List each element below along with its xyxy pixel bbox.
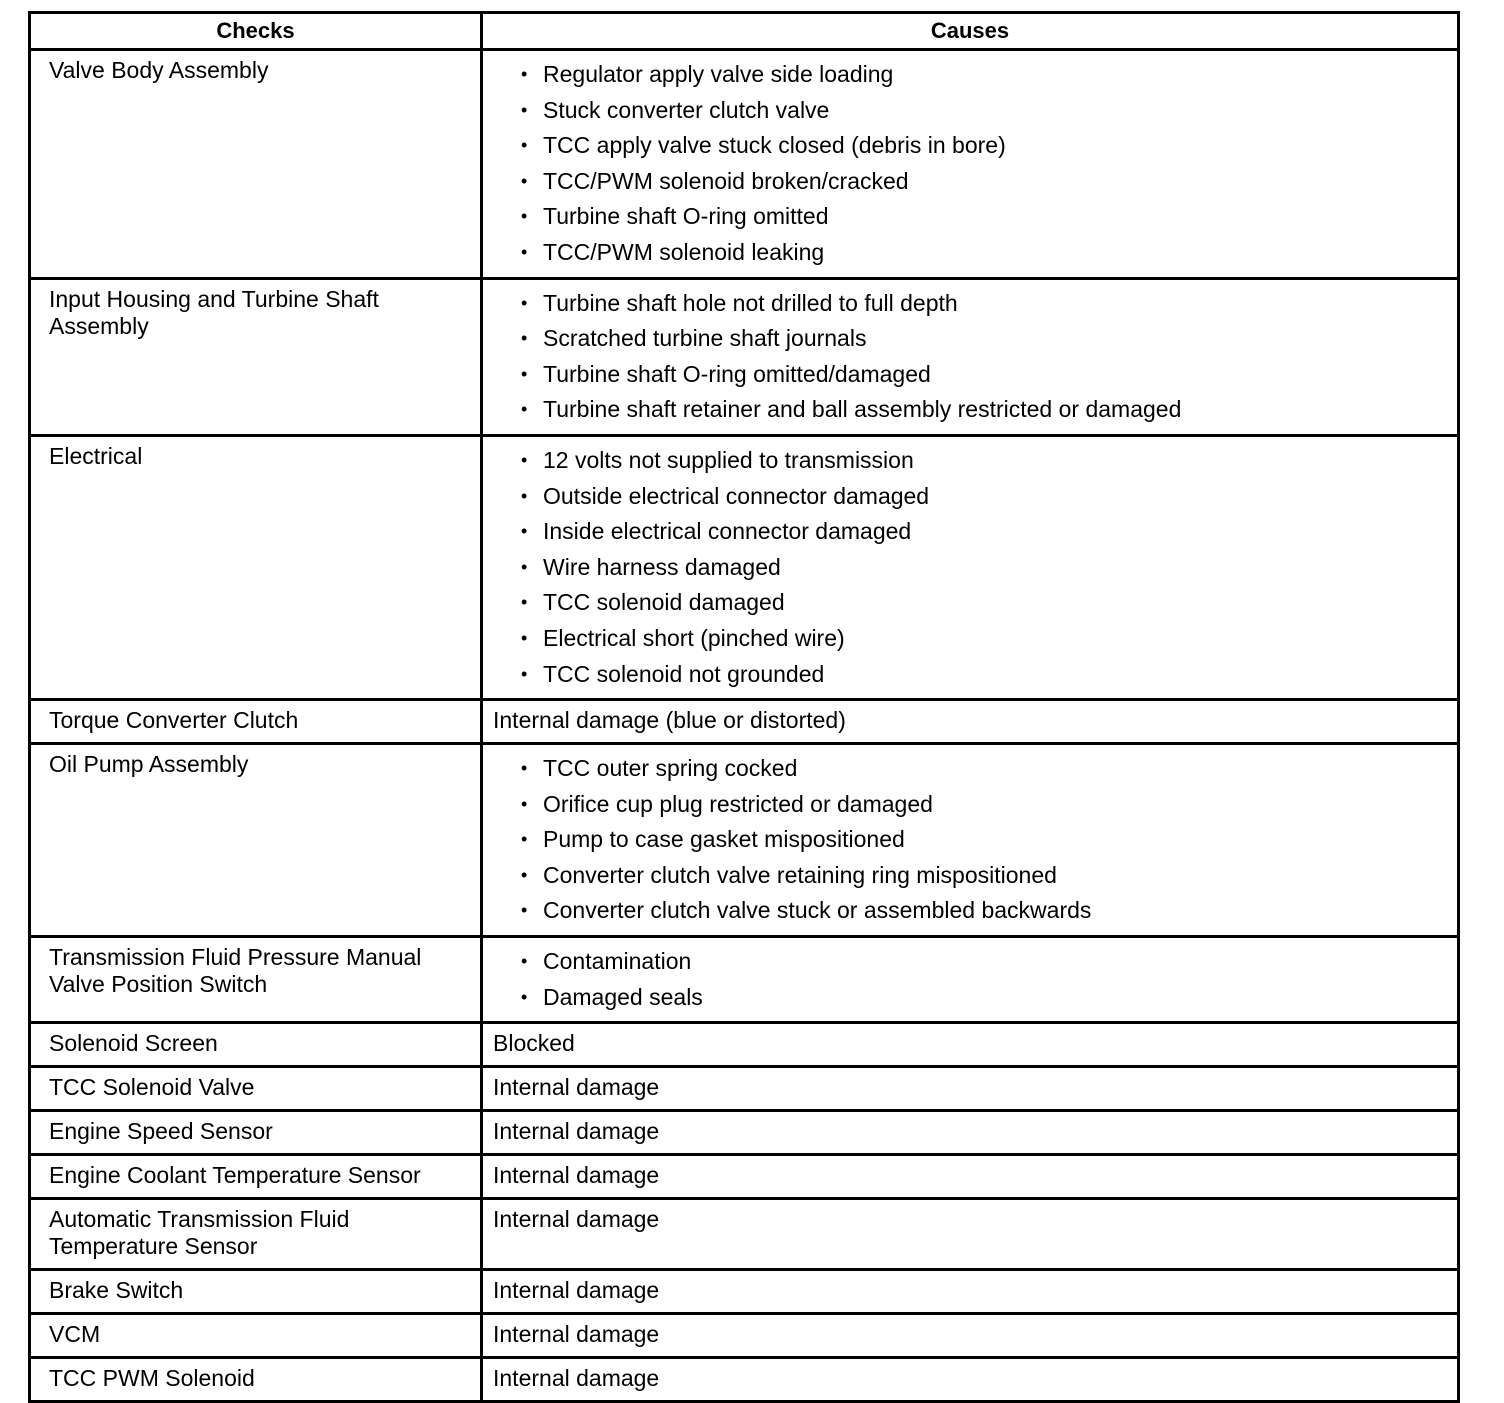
cause-text: TCC solenoid damaged: [543, 589, 785, 616]
cause-item: [521, 128, 1447, 164]
cause-text: Wire harness damaged: [543, 553, 781, 580]
bullet-icon: •: [521, 99, 528, 120]
bullet-icon: •: [521, 864, 528, 885]
header-checks: Checks: [30, 13, 482, 50]
bullet-icon: •: [521, 986, 528, 1007]
cause-item: [521, 787, 1447, 823]
bullet-icon: •: [521, 951, 528, 972]
table-body: [30, 50, 1459, 1402]
table-row: [30, 1314, 1459, 1358]
cause-item: [521, 235, 1447, 271]
cause-text: Orifice cup plug restricted or damaged: [543, 790, 933, 817]
cause-text: TCC/PWM solenoid leaking: [543, 238, 825, 265]
cause-text: TCC outer spring cocked: [543, 755, 798, 782]
cause-text: Stuck converter clutch valve: [543, 96, 830, 123]
causes-cell: [482, 50, 1459, 279]
table-row: [30, 1023, 1459, 1067]
bullet-icon: •: [521, 829, 528, 850]
cause-item: [521, 392, 1447, 428]
cause-text: Turbine shaft hole not drilled to full depth: [543, 289, 958, 316]
cause-item: [521, 93, 1447, 129]
cause-item: [521, 357, 1447, 393]
bullet-icon: •: [521, 206, 528, 227]
causes-cell: Internal damage: [482, 1314, 1459, 1358]
cause-item: [521, 657, 1447, 693]
bullet-icon: •: [521, 900, 528, 921]
cause-item: [521, 164, 1447, 200]
cause-item: [521, 199, 1447, 235]
table-row: [30, 1067, 1459, 1111]
table-row: [30, 700, 1459, 744]
cause-text: 12 volts not supplied to transmission: [543, 446, 914, 473]
cause-item: [521, 550, 1447, 586]
causes-list: [493, 443, 1447, 692]
bullet-icon: •: [521, 399, 528, 420]
causes-cell: Internal damage: [482, 1067, 1459, 1111]
cause-text: Contamination: [543, 948, 692, 975]
table-row: [30, 435, 1459, 699]
causes-list: [493, 944, 1447, 1015]
bullet-icon: •: [521, 758, 528, 779]
bullet-icon: •: [521, 328, 528, 349]
causes-cell: Internal damage: [482, 1270, 1459, 1314]
cause-item: [521, 57, 1447, 93]
bullet-icon: •: [521, 241, 528, 262]
bullet-icon: •: [521, 449, 528, 470]
cause-item: [521, 822, 1447, 858]
cause-text: Converter clutch valve retaining ring mispositioned: [543, 861, 1057, 888]
check-cell: Solenoid Screen: [30, 1023, 482, 1067]
bullet-icon: •: [521, 363, 528, 384]
causes-list: [493, 751, 1447, 929]
cause-item: [521, 944, 1447, 980]
causes-cell: [482, 435, 1459, 699]
checks-causes-table: [28, 11, 1460, 1403]
cause-text: Turbine shaft O-ring omitted: [543, 203, 829, 230]
check-cell: Engine Speed Sensor: [30, 1111, 482, 1155]
check-cell: Transmission Fluid Pressure Manual Valve Position Switch: [30, 937, 482, 1023]
cause-item: [521, 858, 1447, 894]
cause-text: Converter clutch valve stuck or assembled backwards: [543, 897, 1092, 924]
check-cell: Electrical: [30, 435, 482, 699]
causes-cell: [482, 278, 1459, 435]
bullet-icon: •: [521, 793, 528, 814]
bullet-icon: •: [521, 592, 528, 613]
cause-text: TCC/PWM solenoid broken/cracked: [543, 167, 909, 194]
header-row: [30, 13, 1459, 50]
header-causes: Causes: [482, 13, 1459, 50]
bullet-icon: •: [521, 485, 528, 506]
check-cell: Automatic Transmission Fluid Temperature Sensor: [30, 1199, 482, 1270]
check-cell: Brake Switch: [30, 1270, 482, 1314]
bullet-icon: •: [521, 556, 528, 577]
table-row: [30, 278, 1459, 435]
table-row: [30, 50, 1459, 279]
cause-item: [521, 585, 1447, 621]
causes-list: [493, 57, 1447, 271]
table-row: [30, 1111, 1459, 1155]
table-row: [30, 1199, 1459, 1270]
cause-item: [521, 286, 1447, 322]
check-cell: Valve Body Assembly: [30, 50, 482, 279]
bullet-icon: •: [521, 627, 528, 648]
table-row: [30, 937, 1459, 1023]
cause-text: TCC solenoid not grounded: [543, 660, 825, 687]
check-cell: TCC Solenoid Valve: [30, 1067, 482, 1111]
bullet-icon: •: [521, 64, 528, 84]
check-cell: Oil Pump Assembly: [30, 744, 482, 937]
causes-list: [493, 286, 1447, 428]
check-cell: VCM: [30, 1314, 482, 1358]
check-cell: Torque Converter Clutch: [30, 700, 482, 744]
causes-cell: Internal damage (blue or distorted): [482, 700, 1459, 744]
check-cell: Input Housing and Turbine Shaft Assembly: [30, 278, 482, 435]
cause-item: [521, 443, 1447, 479]
cause-item: [521, 514, 1447, 550]
cause-text: Turbine shaft retainer and ball assembly restricted or damaged: [543, 396, 1182, 423]
bullet-icon: •: [521, 521, 528, 542]
cause-text: Damaged seals: [543, 983, 703, 1010]
bullet-icon: •: [521, 135, 528, 156]
causes-cell: Internal damage: [482, 1111, 1459, 1155]
table-row: [30, 1358, 1459, 1402]
causes-cell: Internal damage: [482, 1199, 1459, 1270]
cause-text: Regulator apply valve side loading: [543, 61, 894, 87]
cause-item: [521, 479, 1447, 515]
cause-text: Turbine shaft O-ring omitted/damaged: [543, 360, 931, 387]
bullet-icon: •: [521, 292, 528, 313]
causes-cell: [482, 744, 1459, 937]
cause-text: Pump to case gasket mispositioned: [543, 826, 905, 853]
cause-item: [521, 621, 1447, 657]
table-row: [30, 1155, 1459, 1199]
check-cell: TCC PWM Solenoid: [30, 1358, 482, 1402]
bullet-icon: •: [521, 170, 528, 191]
cause-item: [521, 980, 1447, 1016]
causes-cell: Internal damage: [482, 1155, 1459, 1199]
cause-item: [521, 893, 1447, 929]
cause-item: [521, 321, 1447, 357]
causes-cell: Internal damage: [482, 1358, 1459, 1402]
cause-text: Electrical short (pinched wire): [543, 624, 845, 651]
cause-item: [521, 751, 1447, 787]
cause-text: Inside electrical connector damaged: [543, 518, 912, 545]
table-row: [30, 744, 1459, 937]
cause-text: Outside electrical connector damaged: [543, 482, 930, 509]
cause-text: TCC apply valve stuck closed (debris in bore): [543, 132, 1006, 159]
bullet-icon: •: [521, 663, 528, 684]
causes-cell: Blocked: [482, 1023, 1459, 1067]
check-cell: Engine Coolant Temperature Sensor: [30, 1155, 482, 1199]
table-row: [30, 1270, 1459, 1314]
causes-cell: [482, 937, 1459, 1023]
cause-text: Scratched turbine shaft journals: [543, 325, 867, 352]
